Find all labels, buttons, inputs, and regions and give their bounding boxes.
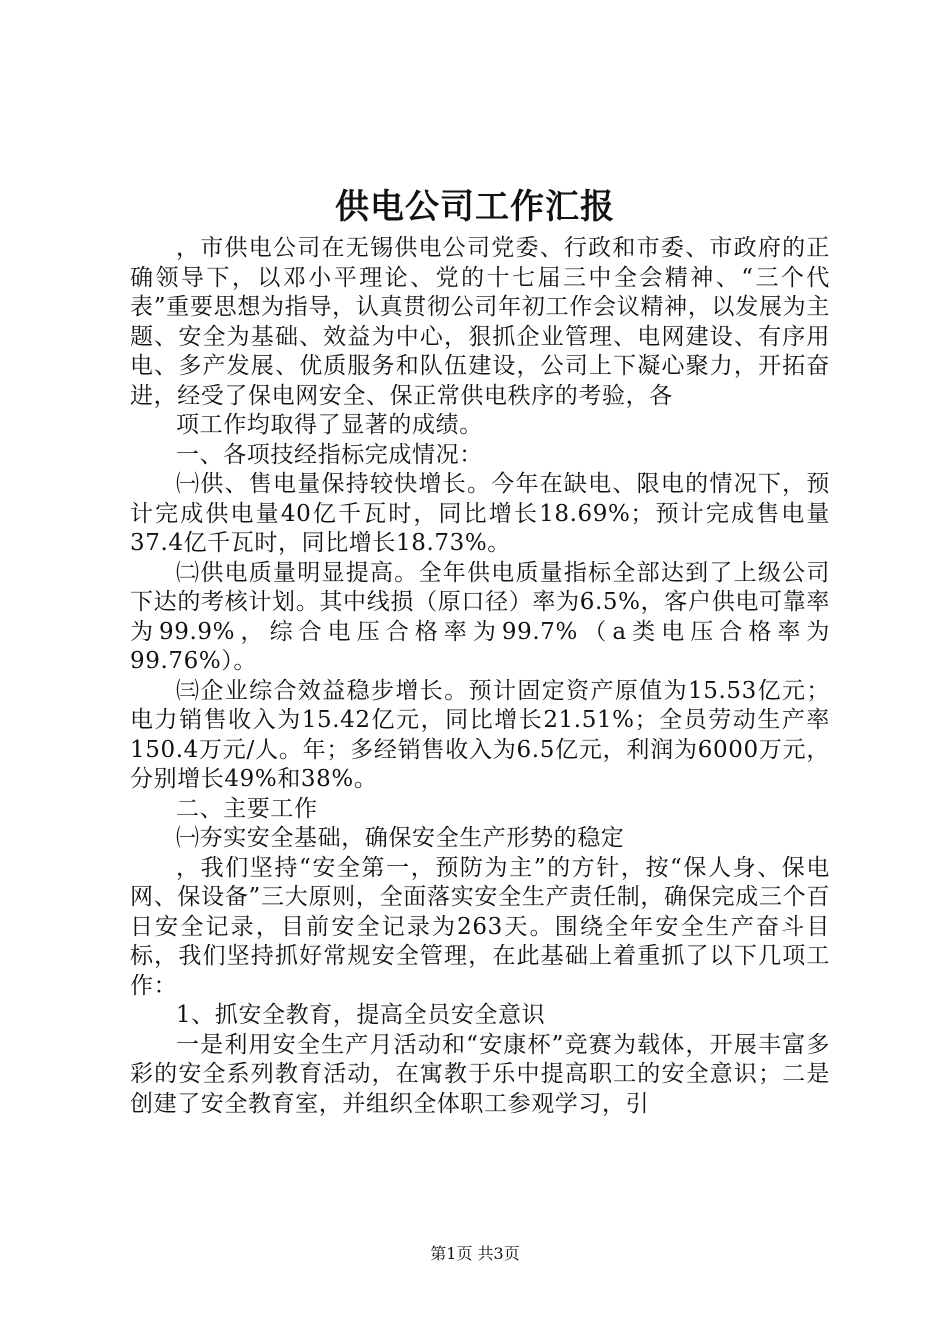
page-footer: 第1页 共3页 xyxy=(430,1244,520,1263)
subheading-safety-foundation: ㈠夯实安全基础，确保安全生产形势的稳定 xyxy=(176,825,625,851)
paragraph-electricity-sales: ㈠供、售电量保持较快增长。今年在缺电、限电的情况下，预计完成供电量40亿千瓦时，同比增长18.69%；预计完成售电量37.4亿千瓦时，同比增长18.73%。 xyxy=(130,471,830,556)
paragraph-intro: ，市供电公司在无锡供电公司党委、行政和市委、市政府的正确领导下，以邓小平理论、党的十七届三中全会精神、“三个代表”重要思想为指导，认真贯彻公司年初工作会议精神，以发展为主题、安全为基础、效益为中心，狠抓企业管理、电网建设、有序用电、多产发展、优质服务和队伍建设，公司上下凝心聚力，开拓奋进，经受了保电网安全、保正常供电秩序的考验，各 xyxy=(130,235,830,409)
document-title: 供电公司工作汇报 xyxy=(335,187,615,227)
section-heading-indicators: 一、各项技经指标完成情况： xyxy=(176,441,483,468)
paragraph-supply-quality: ㈡供电质量明显提高。全年供电质量指标全部达到了上级公司下达的考核计划。其中线损（原口径）率为6.5%，客户供电可靠率为99.9%，综合电压合格率为99.7%（a类电压合格率为99.76%）。 xyxy=(130,559,830,674)
subheading-safety-education: 1、抓安全教育，提高全员安全意识 xyxy=(176,1002,546,1028)
document-body xyxy=(130,234,830,1119)
paragraph-intro-continued: 项工作均取得了显著的成绩。 xyxy=(176,412,483,438)
paragraph-economic-benefit: ㈢企业综合效益稳步增长。预计固定资产原值为15.53亿元；电力销售收入为15.42亿元，同比增长21.51%；全员劳动生产率150.4万元/人。年；多经销售收入为6.5亿元，利润为6000万元，分别增长49%和38%。 xyxy=(130,677,830,792)
paragraph-safety-activities: 一是利用安全生产月活动和“安康杯”竞赛为载体，开展丰富多彩的安全系列教育活动，在寓教于乐中提高职工的安全意识；二是创建了安全教育室，并组织全体职工参观学习，引 xyxy=(130,1031,830,1117)
section-heading-main-work: 二、主要工作 xyxy=(176,795,318,822)
paragraph-safety-policy: ，我们坚持“安全第一，预防为主”的方针，按“保人身、保电网、保设备”三大原则，全面落实安全生产责任制，确保完成三个百日安全记录，目前安全记录为263天。围绕全年安全生产奋斗目标，我们坚持抓好常规安全管理，在此基础上着重抓了以下几项工作： xyxy=(130,854,830,999)
